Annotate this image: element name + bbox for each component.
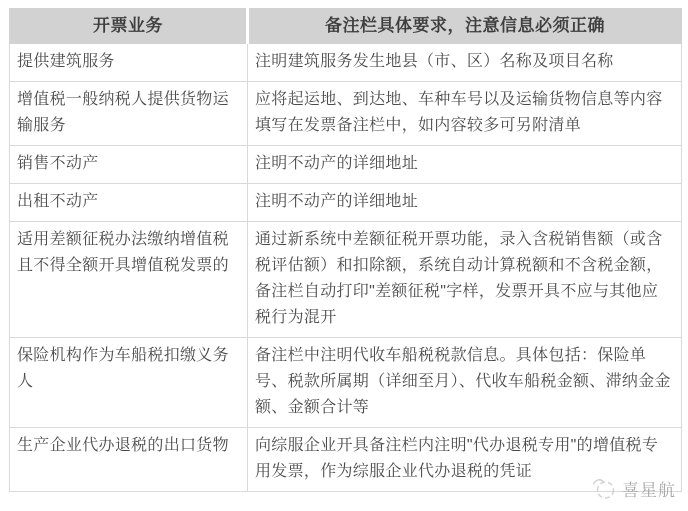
table-row — [10, 146, 682, 184]
business-cell: 生产企业代办退税的出口货物 — [10, 428, 248, 492]
requirement-cell: 应将起运地、到达地、车种车号以及运输货物信息等内容填写在发票备注栏中，如内容较多可另附清单 — [248, 82, 682, 146]
article-page — [0, 8, 688, 511]
table-row — [10, 338, 682, 428]
table-row — [10, 82, 682, 146]
business-cell: 销售不动产 — [10, 146, 248, 184]
business-cell: 适用差额征税办法缴纳增值税且不得全额开具增值税发票的 — [10, 222, 248, 338]
header-row — [10, 9, 682, 44]
table-row — [10, 184, 682, 222]
business-cell: 增值税一般纳税人提供货物运输服务 — [10, 82, 248, 146]
table-row — [10, 222, 682, 338]
requirement-cell: 注明不动产的详细地址 — [248, 146, 682, 184]
requirement-cell: 注明建筑服务发生地县（市、区）名称及项目名称 — [248, 44, 682, 82]
requirement-cell: 注明不动产的详细地址 — [248, 184, 682, 222]
header-cell-business: 开票业务 — [10, 9, 248, 44]
table-row — [10, 44, 682, 82]
requirement-cell: 通过新系统中差额征税开票功能，录入含税销售额（或含税评估额）和扣除额，系统自动计算税额和不含税金额，备注栏自动打印"差额征税"字样，发票开具不应与其他应税行为混开 — [248, 222, 682, 338]
watermark-text: 喜星航 — [622, 481, 676, 500]
business-cell: 出租不动产 — [10, 184, 248, 222]
business-cell: 提供建筑服务 — [10, 44, 248, 82]
table-row — [10, 428, 682, 492]
requirement-cell: 备注栏中注明代收车船税税款信息。具体包括：保险单号、税款所属期（详细至月）、代收车船税金额、滞纳金金额、金额合计等 — [248, 338, 682, 428]
invoice-remarks-table — [9, 8, 682, 492]
requirement-cell: 向综服企业开具备注栏内注明"代办退税专用"的增值税专用发票，作为综服企业代办退税的凭证 — [248, 428, 682, 492]
business-cell: 保险机构作为车船税扣缴义务人 — [10, 338, 248, 428]
header-cell-requirement: 备注栏具体要求，注意信息必须正确 — [248, 9, 682, 44]
